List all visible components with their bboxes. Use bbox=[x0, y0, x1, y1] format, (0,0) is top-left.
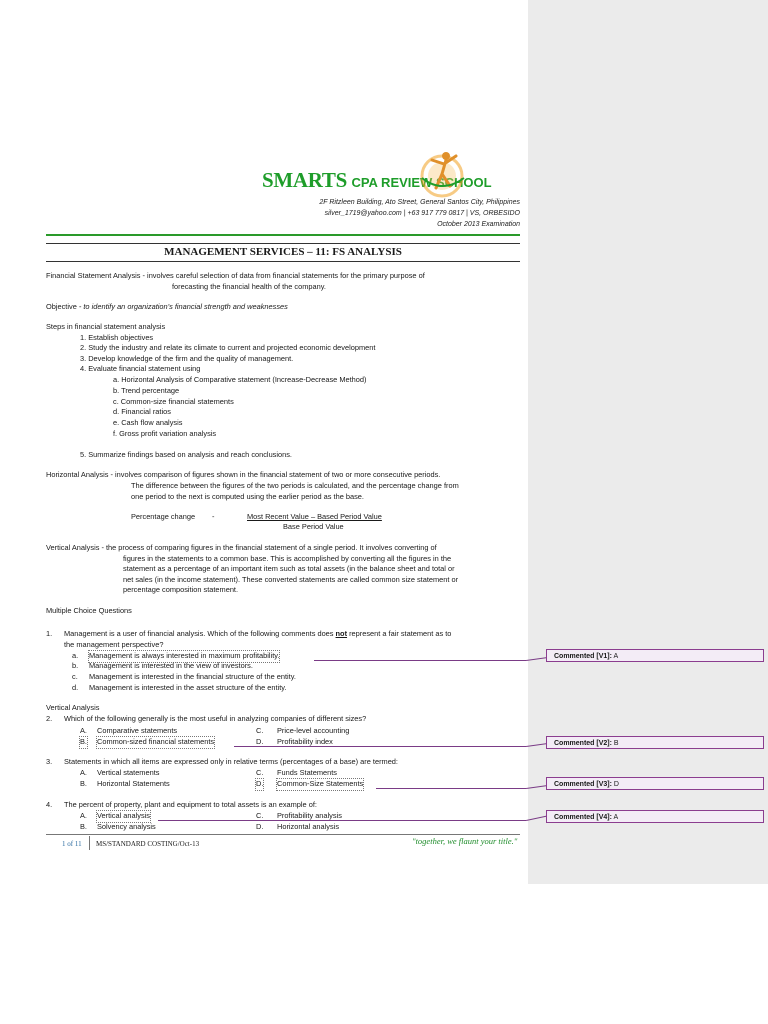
vertical-def-line2: figures in the statements to a common base. This is accomplished by converting all the figures in the bbox=[123, 554, 452, 563]
q4-stem: The percent of property, plant and equipment to total assets is an example of: bbox=[64, 800, 317, 809]
comment-label: Commented [V4]: bbox=[554, 814, 612, 821]
comment-value: D bbox=[613, 781, 619, 788]
q4-option-c: Profitability analysis bbox=[277, 811, 342, 820]
fsa-def-line1: - involves careful selection of data from financial statements for the primary purpose of bbox=[140, 271, 425, 280]
step-item: 2. Study the industry and relate its climate to current and projected economic development bbox=[80, 343, 376, 352]
q1-option-letter: c. bbox=[72, 672, 78, 681]
step-subitem: c. Common-size financial statements bbox=[113, 397, 234, 406]
horizontal-def-line2: The difference between the figures of the two periods is calculated, and the percentage change from bbox=[131, 481, 459, 490]
step-subitem: b. Trend percentage bbox=[113, 386, 180, 395]
comment-connector bbox=[158, 820, 526, 821]
q1-option-letter: a. bbox=[72, 651, 79, 660]
step-item-5: 5. Summarize findings based on analysis and reach conclusions. bbox=[80, 450, 292, 459]
comment-label: Commented [V2]: bbox=[554, 740, 612, 747]
comment-balloon-v2[interactable] bbox=[546, 736, 764, 749]
q1-option-text: Management is always interested in maximum profitability. bbox=[89, 651, 280, 660]
logo-figure-icon bbox=[412, 148, 470, 198]
formula-numerator: Most Recent Value – Based Period Value bbox=[247, 512, 382, 521]
q2-stem: Which of the following generally is the most useful in analyzing companies of different sizes? bbox=[64, 714, 367, 723]
comment-connector bbox=[376, 788, 526, 789]
title-rule-top bbox=[46, 243, 520, 244]
comment-value: A bbox=[613, 814, 619, 821]
logo-sub-text: CPA REVIEW SCHOOL bbox=[351, 175, 492, 190]
horizontal-def-line3: one period to the next is computed using the earlier period as the base. bbox=[131, 492, 364, 501]
vertical-def-line3: statement as a percentage of an important item such as total assets (in the balance sheet and total or bbox=[123, 564, 455, 573]
q2-letter-a: A. bbox=[80, 726, 87, 735]
comment-connector bbox=[314, 660, 526, 661]
page-number: 1 of 11 bbox=[62, 840, 82, 848]
q2-option-d: Profitability index bbox=[277, 737, 333, 746]
q3-letter-d: D. bbox=[256, 779, 264, 788]
formula-denominator: Base Period Value bbox=[283, 522, 344, 531]
footer-rule bbox=[46, 834, 520, 835]
objective-term: Objective bbox=[46, 302, 77, 311]
step-item: 1. Establish objectives bbox=[80, 333, 154, 342]
q4-letter-a: A. bbox=[80, 811, 87, 820]
q1-stem-not: not bbox=[335, 629, 348, 638]
q1-stem-line1 bbox=[64, 629, 451, 640]
q3-option-a: Vertical statements bbox=[97, 768, 160, 777]
horizontal-term: Horizontal Analysis bbox=[46, 470, 109, 479]
step-item: 3. Develop knowledge of the firm and the quality of management. bbox=[80, 354, 294, 363]
q3-option-b: Horizontal Statements bbox=[97, 779, 170, 788]
q4-option-b: Solvency analysis bbox=[97, 822, 156, 831]
comment-connector bbox=[234, 746, 526, 747]
below-page-area bbox=[0, 884, 768, 1024]
comment-balloon-v4[interactable] bbox=[546, 810, 764, 823]
q2-letter-b: B. bbox=[80, 737, 87, 746]
formula-dash: - bbox=[212, 512, 215, 521]
objective-line bbox=[46, 302, 288, 313]
page-title: MANAGEMENT SERVICES – 11: FS ANALYSIS bbox=[164, 246, 402, 258]
q1-number: 1. bbox=[46, 629, 53, 638]
vertical-analysis-heading: Vertical Analysis bbox=[46, 703, 100, 712]
q4-number: 4. bbox=[46, 800, 53, 809]
q1-stem-a: Management is a user of financial analysis. Which of the following comments does bbox=[64, 629, 336, 638]
school-contact: silver_1719@yahoo.com | +63 917 779 0817 | VS, ORBESIDO bbox=[324, 210, 520, 217]
q1-option-text: Management is interested in the view of investors. bbox=[89, 661, 253, 670]
horizontal-line1 bbox=[46, 470, 440, 481]
q3-option-d: Common-Size Statements bbox=[277, 779, 364, 788]
steps-heading: Steps in financial statement analysis bbox=[46, 322, 166, 331]
q2-option-c: Price-level accounting bbox=[277, 726, 350, 735]
step-item: 4. Evaluate financial statement using bbox=[80, 364, 201, 373]
mcq-heading: Multiple Choice Questions bbox=[46, 606, 132, 615]
comment-value: B bbox=[613, 740, 619, 747]
title-rule-bottom bbox=[46, 261, 520, 262]
objective-def: - to identify an organization’s financial strength and weaknesses bbox=[76, 302, 288, 311]
q4-option-a: Vertical analysis bbox=[97, 811, 150, 820]
q3-option-c: Funds Statements bbox=[277, 768, 337, 777]
vertical-line1 bbox=[46, 543, 437, 554]
comment-label: Commented [V1]: bbox=[554, 653, 612, 660]
horizontal-def-line1: - involves comparison of figures shown in the financial statement of two or more consecutive periods. bbox=[108, 470, 441, 479]
vertical-term: Vertical Analysis bbox=[46, 543, 100, 552]
q1-option-letter: b. bbox=[72, 661, 79, 670]
q2-number: 2. bbox=[46, 714, 53, 723]
fsa-def-line2: forecasting the financial health of the company. bbox=[172, 282, 326, 291]
fsa-definition bbox=[46, 271, 425, 282]
vertical-def-line1: - the process of comparing figures in the financial statement of a single period. It involves converting of bbox=[99, 543, 437, 552]
q4-letter-d: D. bbox=[256, 822, 264, 831]
comments-markup-pane bbox=[528, 0, 768, 884]
step-subitem: f. Gross profit variation analysis bbox=[113, 429, 217, 438]
q1-option-letter: d. bbox=[72, 683, 79, 692]
school-address: 2F Ritzleen Building, Ato Street, General Santos City, Philippines bbox=[319, 199, 520, 206]
vertical-def-line5: percentage composition statement. bbox=[123, 585, 239, 594]
q3-letter-c: C. bbox=[256, 768, 264, 777]
q2-letter-c: C. bbox=[256, 726, 264, 735]
step-subitem: a. Horizontal Analysis of Comparative statement (Increase-Decrease Method) bbox=[113, 375, 367, 384]
comment-balloon-v3[interactable] bbox=[546, 777, 764, 790]
q4-letter-c: C. bbox=[256, 811, 264, 820]
q3-stem: Statements in which all items are expressed only in relative terms (percentages of a base) are termed: bbox=[64, 757, 398, 766]
step-subitem: e. Cash flow analysis bbox=[113, 418, 183, 427]
comment-balloon-v1[interactable] bbox=[546, 649, 764, 662]
formula-label: Percentage change bbox=[131, 512, 196, 521]
logo-main-text: SMARTS bbox=[262, 168, 347, 192]
q2-option-a: Comparative statements bbox=[97, 726, 178, 735]
step-subitem: d. Financial ratios bbox=[113, 407, 171, 416]
vertical-def-line4: net sales (in the income statement). These converted statements are called common size statement or bbox=[123, 575, 459, 584]
q3-letter-a: A. bbox=[80, 768, 87, 777]
q1-stem-b: represent a fair statement as to bbox=[347, 629, 452, 638]
q3-letter-b: B. bbox=[80, 779, 87, 788]
q4-option-d: Horizontal analysis bbox=[277, 822, 340, 831]
footer-slogan: "together, we flaunt your title." bbox=[412, 836, 518, 846]
header-divider-green bbox=[46, 234, 520, 236]
comment-value: A bbox=[613, 653, 619, 660]
exam-date: October 2013 Examination bbox=[437, 221, 520, 228]
fsa-term: Financial Statement Analysis bbox=[46, 271, 141, 280]
q3-number: 3. bbox=[46, 757, 53, 766]
comment-label: Commented [V3]: bbox=[554, 781, 612, 788]
q2-option-b: Common-sized financial statements bbox=[97, 737, 215, 746]
q4-letter-b: B. bbox=[80, 822, 87, 831]
footer-doc-code: MS/STANDARD COSTING/Oct-13 bbox=[96, 840, 200, 848]
q2-letter-d: D. bbox=[256, 737, 264, 746]
q1-stem-line2: the management perspective? bbox=[64, 640, 164, 649]
q1-option-text: Management is interested in the financial structure of the entity. bbox=[89, 672, 296, 681]
footer-separator bbox=[89, 836, 90, 850]
q1-option-text: Management is interested in the asset structure of the entity. bbox=[89, 683, 287, 692]
